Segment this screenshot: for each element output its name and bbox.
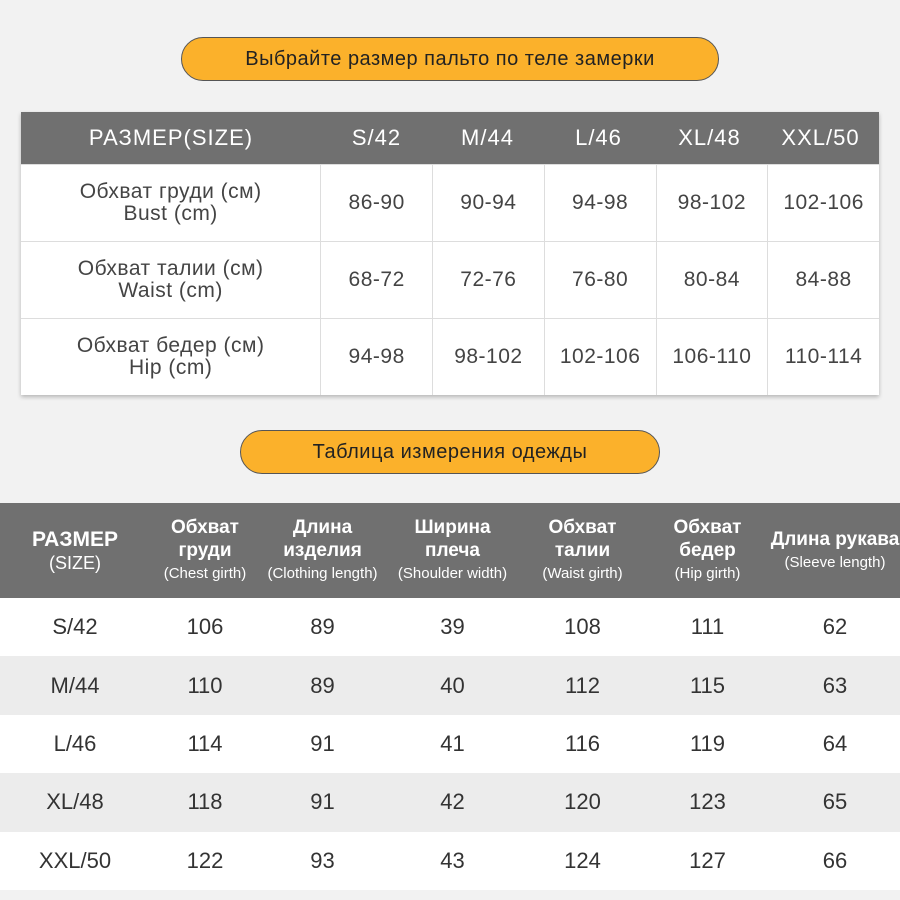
column-header-en: (Sleeve length) [784,553,886,571]
table-cell: 112 [564,672,601,698]
column-header-en: (Waist girth) [542,565,623,582]
body-table-header [21,112,879,164]
table-cell: 63 [822,672,848,698]
table-cell: 41 [440,730,465,756]
table-cell: 124 [564,847,601,873]
table-cell: 90-94 [433,165,545,241]
table-cell: 116 [564,730,601,756]
size-column-header: L/46 [575,125,622,150]
garment-size-table [0,503,900,890]
size-column-header: S/42 [351,125,402,150]
table-cell: 93 [310,847,335,873]
row-label-ru: Обхват бедер (см) [76,334,265,357]
column-header-en: (Shoulder width) [397,565,508,582]
column-header-en: (Chest girth) [163,565,247,582]
row-label [21,165,321,241]
table-cell: 76-80 [545,242,657,318]
table-cell: 42 [440,789,465,815]
size-header-label: РАЗМЕР(SIZE) [88,125,254,150]
table-cell: 115 [689,672,726,698]
table-cell: 72-76 [433,242,545,318]
table-cell: 40 [440,672,465,698]
table-cell: 66 [822,847,848,873]
table-row [0,773,900,831]
table-cell: 39 [440,614,465,640]
table-cell: 114 [187,730,223,756]
table-row [0,832,900,890]
column-header-length [260,516,385,585]
size-cell: S/42 [52,614,98,640]
garment-table-header [0,503,900,598]
table-cell: 110 [187,672,223,698]
table-cell: 91 [310,789,335,815]
section-title-body-measurements: Выбрайте размер пальто по теле замерки [181,37,719,81]
table-cell: 102-106 [545,319,657,395]
column-header-ru: Ширина плеча [414,517,491,561]
row-label [21,242,321,318]
body-size-table [21,112,879,395]
table-row-bust [21,164,879,241]
table-cell: 106 [186,614,224,640]
size-column-header: M/44 [461,125,514,150]
column-header-ru: Длина рукава [770,528,900,550]
table-cell: 98-102 [657,165,769,241]
table-cell: 62 [822,614,848,640]
column-header-en: (SIZE) [49,552,101,573]
table-cell: 68-72 [321,242,433,318]
size-column-header: XXL/50 [781,125,860,150]
table-cell: 120 [564,789,601,815]
column-header-ru: Обхват груди [171,517,239,561]
row-label-en: Bust (cm) [123,202,218,225]
table-cell: 84-88 [795,268,852,291]
table-row-hip [21,318,879,395]
table-cell: 108 [564,614,601,640]
table-row [0,715,900,773]
column-header-ru: РАЗМЕР [32,527,118,551]
section-title-garment-measurements: Таблица измерения одежды [240,430,660,474]
table-cell: 89 [310,614,335,640]
size-cell: XL/48 [46,789,104,815]
column-header-ru: Обхват талии [548,517,617,561]
table-cell: 111 [690,614,725,640]
table-cell: 94-98 [321,319,433,395]
table-cell: 64 [822,730,848,756]
table-cell: 119 [689,730,726,756]
size-cell: L/46 [53,730,97,756]
table-row-waist [21,241,879,318]
table-cell: 102-106 [783,191,864,214]
table-cell: 118 [187,789,223,815]
size-column-header: XL/48 [678,125,741,150]
row-label-ru: Обхват талии (см) [77,257,264,280]
row-label-ru: Обхват груди (см) [79,180,262,203]
table-cell: 110-114 [784,345,863,368]
row-label [21,319,321,395]
column-header-sleeve [770,528,900,574]
table-row [0,598,900,656]
table-cell: 122 [186,847,224,873]
column-header-shoulder [385,516,520,585]
size-cell: XXL/50 [38,847,112,873]
column-header-en: (Hip girth) [674,565,741,582]
table-cell: 123 [689,789,726,815]
column-header-hip [645,516,770,585]
row-label-en: Waist (cm) [118,279,223,302]
table-cell: 43 [440,847,465,873]
table-cell: 86-90 [321,165,433,241]
size-cell: M/44 [50,672,100,698]
table-cell: 80-84 [657,242,769,318]
table-cell: 65 [822,789,848,815]
column-header-ru: Обхват бедер [673,517,742,561]
column-header-chest [150,516,260,585]
table-cell: 94-98 [545,165,657,241]
row-label-en: Hip (cm) [128,356,213,379]
table-cell: 127 [689,847,726,873]
column-header-ru: Длина изделия [283,517,362,561]
column-header-waist [520,516,645,585]
table-cell: 98-102 [433,319,545,395]
table-cell: 89 [310,672,335,698]
table-row [0,656,900,714]
column-header-size [0,528,150,574]
table-cell: 91 [310,730,335,756]
column-header-en: (Clothing length) [267,565,378,582]
table-cell: 106-110 [657,319,769,395]
